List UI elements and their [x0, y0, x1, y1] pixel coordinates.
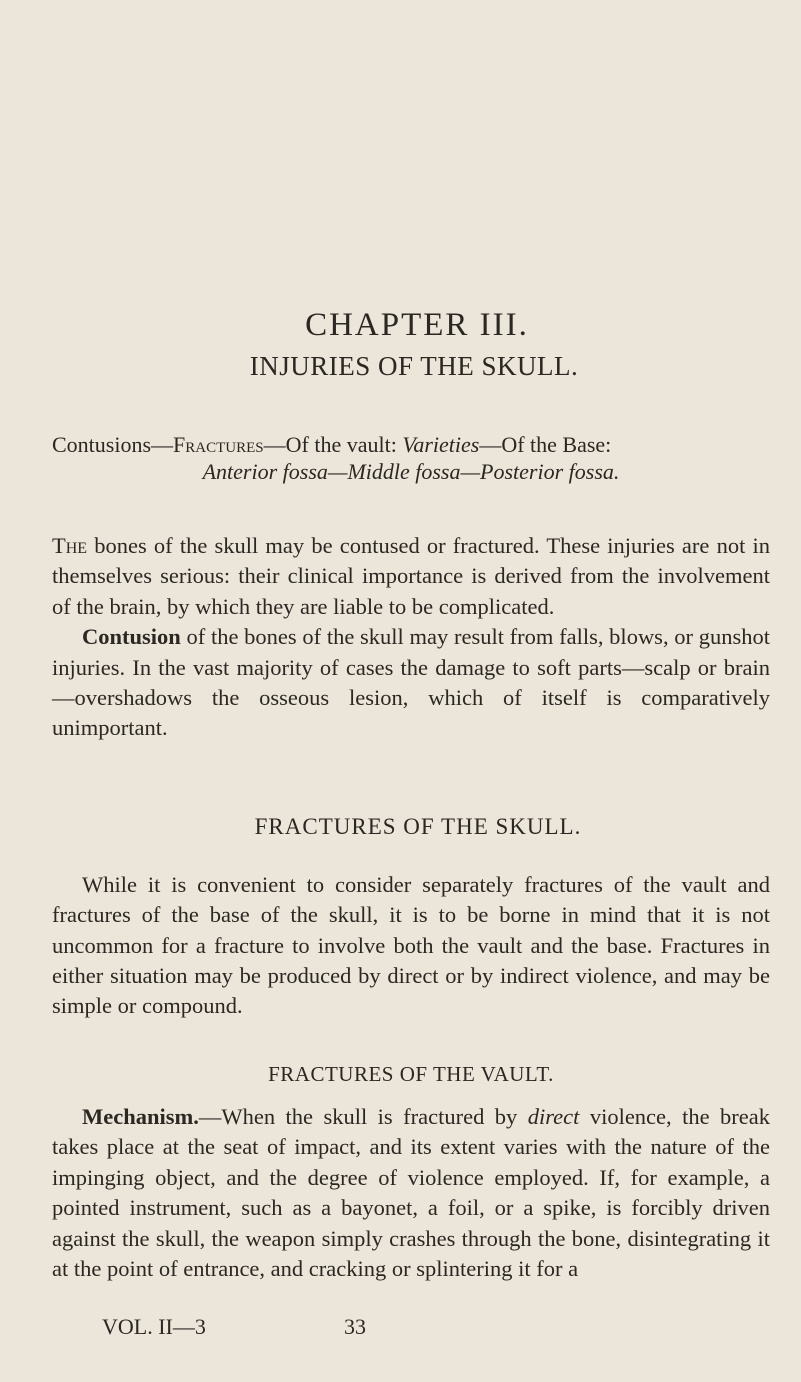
synopsis-line-2: Anterior fossa—Middle fossa—Posterior fossa. — [202, 459, 620, 484]
paragraph-mechanism-direct: direct — [527, 1103, 580, 1129]
paragraph-intro-lead: The — [52, 533, 88, 558]
synopsis-base: —Of the Base: — [479, 432, 612, 457]
paragraph-contusion-text: of the bones of the skull may result from falls, blows, or gunshot injuries. In the vast majority of cases the damage to soft parts—scalp or brain—overshadows the osseous lesion, which of itself is comparatively unimportant. — [52, 624, 770, 741]
paragraph-intro-text: bones of the skull may be contused or fractured. These injuries are not in themselves serious: their clinical importance is derived from the involvement of the brain, by which they are liable to be complicated. — [52, 533, 770, 619]
volume-signature: VOL. II—3 — [102, 1314, 206, 1339]
paragraph-intro — [52, 531, 770, 622]
section-heading-fractures: FRACTURES OF THE SKULL. — [254, 813, 582, 839]
synopsis-contusions: Contusions— — [52, 432, 174, 457]
paragraph-contusion — [52, 622, 770, 744]
paragraph-fractures: While it is convenient to consider separately fractures of the vault and fractures of the base of the skull, it is to be borne in mind that it is not uncommon for a fracture to involve both the vault and the base. Fractures in either situation may be produced by direct or by indirect violence, and may be simple or compound. — [52, 871, 770, 1019]
paragraph-mechanism-text-b: violence, the break takes place at the seat of impact, and its extent varies with the nature of the impinging object, and the degree of violence employed. If, for example, a pointed instrument, such as a bayonet, a foil, or a spike, is forcibly driven against the skull, the weapon simply crashes through the bone, disintegrating it at the point of entrance, and cracking or splintering it for a — [52, 1103, 770, 1281]
synopsis-vault: —Of the vault: — [263, 432, 403, 457]
synopsis-line-1 — [52, 431, 770, 458]
synopsis-fractures: Fractures — [173, 432, 264, 457]
paragraph-mechanism-lead: Mechanism. — [82, 1103, 199, 1129]
synopsis-varieties: Varieties — [402, 432, 480, 457]
subsection-heading-vault: FRACTURES OF THE VAULT. — [268, 1061, 554, 1086]
chapter-synopsis — [52, 431, 770, 485]
chapter-title: INJURIES OF THE SKULL. — [249, 351, 579, 381]
paragraph-mechanism — [52, 1102, 770, 1284]
paragraph-contusion-lead: Contusion — [82, 624, 181, 650]
page-content — [52, 305, 770, 1284]
paragraph-mechanism-text-a: —When the skull is fractured by — [198, 1103, 528, 1129]
page-footer — [102, 1313, 522, 1341]
chapter-heading: CHAPTER III. — [305, 307, 529, 343]
page-number: 33 — [344, 1314, 366, 1339]
